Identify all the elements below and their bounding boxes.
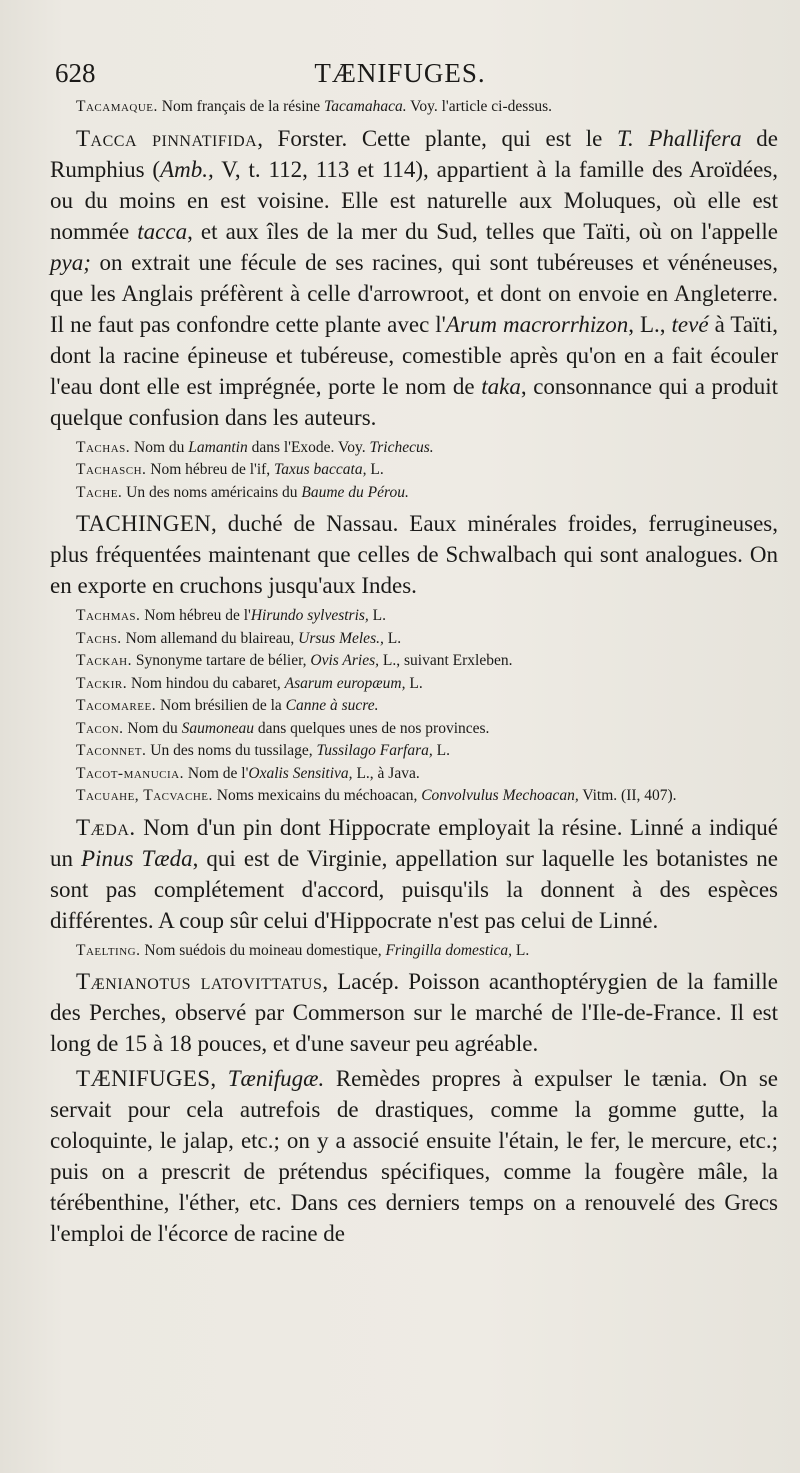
entry-head: Tachs. bbox=[76, 629, 122, 647]
entry-italic: Ovis Aries, bbox=[310, 652, 380, 669]
entry-italic: taka bbox=[481, 373, 521, 399]
entry-taenifuges bbox=[50, 1063, 778, 1249]
entry-tachas bbox=[50, 437, 778, 460]
entry-tacca bbox=[50, 123, 778, 433]
entry-head: Taconnet. bbox=[76, 742, 147, 759]
entry-text: , qui est de Virginie, appellation sur laquelle les botanistes ne sont pas complétement d'accord, puisqu'ils la donnent à des espèces différentes. A coup sûr celui d'Hippocrate n'est pas celui de Linné. bbox=[50, 845, 779, 933]
entry-text: Nom d'un pin dont Hippocrate employait la résine. Linné a indiqué un bbox=[50, 814, 778, 871]
entry-italic: Ursus Meles., bbox=[298, 629, 384, 647]
entry-head: Tacot-manucia. bbox=[76, 764, 185, 782]
entry-text: Un des noms du tussilage, bbox=[146, 742, 317, 759]
entry-italic: Pinus Tæda bbox=[81, 845, 193, 871]
entry-italic: Trichecus. bbox=[369, 438, 434, 456]
entry-italic: Tænifugæ. bbox=[227, 1066, 325, 1091]
entry-text: Remèdes propres à expulser le tænia. On se servait pour cela autrefois de drastiques, comme la gomme gutte, la coloquinte, le jalap, etc.; on y a associé ensuite l'étain, le fer, le mercure, etc.; puis on a prescrit de prétendus spécifiques, comme la fougère mâle, la térébenthine, l'éther, etc. Dans ces derniers temps on a renouvelé des Grecs l'emploi de l'écorce de racine de bbox=[50, 1066, 779, 1246]
entry-text: Nom français de la résine bbox=[157, 98, 325, 115]
entry-text: L. bbox=[368, 607, 387, 624]
entry-head: Tænianotus latovittatus bbox=[76, 969, 323, 994]
running-title: TÆNIFUGES. bbox=[314, 58, 486, 88]
entry-tackir bbox=[50, 673, 778, 696]
entry-tachingen bbox=[50, 508, 778, 601]
entry-italic: Tussilago Farfara, bbox=[316, 742, 433, 759]
entry-tacomaree bbox=[50, 695, 778, 718]
entry-tackah bbox=[50, 650, 778, 673]
entry-italic: tevé bbox=[671, 311, 709, 337]
entry-head: Tacuahe, Tacvache. bbox=[76, 787, 213, 804]
entry-italic: Canne à sucre. bbox=[285, 697, 379, 714]
entry-text: Vitm. (II, 407). bbox=[578, 787, 677, 804]
entry-tacuahe bbox=[50, 785, 778, 808]
page-header bbox=[0, 58, 800, 98]
entry-text: V, t. 112, 113 et 114), appartient à la famille des Aroïdées, ou du moins en est voisine. Elle est naturelle aux Moluques, où elle est nommée bbox=[50, 156, 778, 244]
entry-text: dans l'Exode. Voy. bbox=[247, 438, 370, 456]
entry-head: Tacamaque. bbox=[76, 98, 158, 115]
entry-italic: Hirundo sylvestris, bbox=[250, 607, 369, 624]
entry-text: Nom hébreu de l'if, bbox=[146, 461, 275, 478]
entry-text: , et aux îles de la mer du Sud, telles que Taïti, où on l'appelle bbox=[187, 218, 779, 244]
entry-tachasch bbox=[50, 459, 778, 482]
entry-head: Tachmas. bbox=[76, 607, 141, 624]
entry-italic: Oxalis Sensitiva, bbox=[248, 764, 353, 782]
entry-head: Tache. bbox=[76, 483, 123, 501]
entry-text: dans quelques unes de nos provinces. bbox=[253, 719, 490, 737]
entry-taeda bbox=[50, 812, 778, 936]
entry-text: L. bbox=[432, 742, 450, 759]
entry-tachmas bbox=[50, 605, 778, 628]
entry-text: L. bbox=[383, 629, 402, 647]
entry-text: Nom du bbox=[123, 719, 182, 737]
text-column bbox=[50, 96, 778, 1253]
entry-tacamaque bbox=[50, 96, 778, 119]
entry-text: L., à Java. bbox=[352, 764, 420, 782]
entry-head: Tachasch. bbox=[76, 461, 147, 478]
entry-italic: Taxus baccata, bbox=[274, 461, 367, 478]
entry-italic: T. Phallifera bbox=[616, 125, 742, 151]
entry-italic: Baume du Pérou. bbox=[301, 483, 409, 501]
entry-italic: Amb., bbox=[160, 156, 214, 182]
entry-italic: Asarum europæum, bbox=[284, 674, 406, 692]
entry-text: Un des noms américains du bbox=[122, 483, 302, 501]
entry-text: , Lacép. Poisson acanthoptérygien de la famille des Perches, observé par Commerson sur le marché de l'Ile-de-France. Il est long de 15 à 18 pouces, et d'une saveur peu agréable. bbox=[50, 969, 778, 1056]
entry-tacon bbox=[50, 718, 778, 741]
entry-italic: pya; bbox=[50, 249, 91, 275]
entry-head: Tacon. bbox=[76, 719, 124, 737]
entry-head: Tackah. bbox=[76, 652, 132, 669]
entry-taconnet bbox=[50, 740, 778, 763]
entry-head: Taelting. bbox=[76, 941, 141, 959]
entry-tacot-manucia bbox=[50, 763, 778, 786]
entry-text: Nom suédois du moineau domestique, bbox=[140, 941, 386, 959]
entry-text: de Rumphius ( bbox=[50, 125, 778, 182]
entry-head: Tacomaree. bbox=[76, 697, 157, 714]
entry-head: Tackir. bbox=[76, 674, 128, 692]
entry-italic: Tacamahaca. bbox=[324, 98, 407, 115]
entry-text: , Forster. Cette plante, qui est le bbox=[257, 125, 617, 151]
entry-text: L. bbox=[366, 461, 384, 478]
entry-text: à Taïti, dont la racine épineuse et tubéreuse, comestible après qu'on en a fait écouler l'eau dont elle est imprégnée, porte le nom de bbox=[50, 311, 778, 399]
entry-head: Tachas. bbox=[76, 438, 131, 456]
entry-text: on extrait une fécule de ses racines, qui sont tubéreuses et vénéneuses, que les Anglais préfèrent à celle d'arrowroot, et dont on envoie en Angleterre. Il ne faut pas confondre cette plante avec l' bbox=[50, 249, 778, 337]
entry-text: , L., bbox=[628, 311, 672, 337]
page-number: 628 bbox=[55, 58, 96, 88]
entry-italic: Fringilla domestica, bbox=[385, 941, 513, 959]
entry-text: Nom de l' bbox=[184, 764, 249, 782]
entry-italic: Saumoneau bbox=[181, 719, 254, 737]
entry-text: Nom hindou du cabaret, bbox=[127, 674, 285, 692]
entry-italic: Arum macrorrhizon bbox=[445, 311, 629, 337]
entry-text: , consonnance qui a produit quelque confusion dans les auteurs. bbox=[50, 373, 779, 430]
entry-head: Tæda. bbox=[76, 814, 136, 840]
entry-text: Synonyme tartare de bélier, bbox=[131, 652, 311, 669]
entry-tache bbox=[50, 482, 778, 505]
entry-taelting bbox=[50, 940, 778, 963]
entry-text: , bbox=[210, 1066, 228, 1091]
entry-text: Nom allemand du blaireau, bbox=[121, 629, 299, 647]
entry-text: L. bbox=[405, 674, 423, 692]
entry-italic: tacca bbox=[137, 218, 188, 244]
entry-text: Nom hébreu de l' bbox=[140, 607, 251, 624]
entry-text: L. bbox=[512, 941, 530, 959]
entry-text: , duché de Nassau. Eaux minérales froides, ferrugineuses, plus fréquentées maintenant que celles de Schwalbach qui sont analogues. On en exporte en cruchons jusqu'aux Indes. bbox=[50, 511, 778, 598]
entry-taenianotus bbox=[50, 966, 778, 1059]
entry-head: Tacca pinnatifida bbox=[76, 125, 258, 151]
entry-head: TÆNIFUGES bbox=[76, 1066, 211, 1091]
entry-italic: Convolvulus Mechoacan, bbox=[421, 787, 579, 804]
entry-text: Noms mexicains du méchoacan, bbox=[212, 787, 422, 804]
entry-head: TACHINGEN bbox=[76, 511, 212, 536]
entry-text: L., suivant Erxleben. bbox=[379, 652, 513, 669]
entry-text: Nom du bbox=[130, 438, 189, 456]
entry-tachs bbox=[50, 628, 778, 651]
entry-text: Voy. l'article ci-dessus. bbox=[406, 98, 553, 115]
entry-text: Nom brésilien de la bbox=[156, 697, 286, 714]
entry-italic: Lamantin bbox=[188, 438, 248, 456]
